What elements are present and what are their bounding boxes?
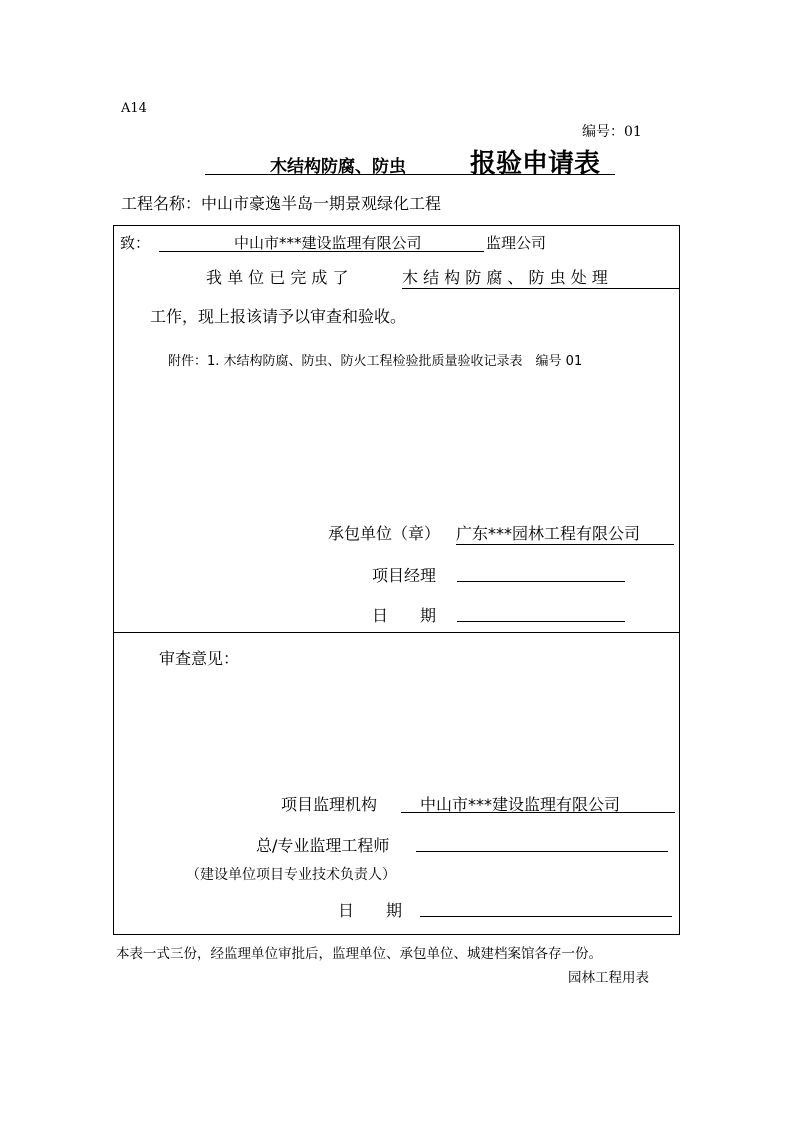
supervision-org-label: 项目监理机构 xyxy=(281,795,378,814)
manager-label: 项目经理 xyxy=(372,566,437,585)
form-box xyxy=(113,225,680,935)
form-number: 编号：01 xyxy=(582,124,642,140)
form-code: A14 xyxy=(121,101,147,116)
statement-prefix: 我 单 位 已 完 成 了 xyxy=(206,268,349,287)
addressee-label: 致： xyxy=(120,234,151,252)
engineer-signature-field[interactable] xyxy=(416,833,668,852)
section-divider xyxy=(114,632,679,633)
contractor-label: 承包单位（章） xyxy=(328,524,441,543)
review-date-field[interactable] xyxy=(420,898,672,917)
footer-note: 本表一式三份，经监理单位审批后，监理单位、承包单位、城建档案馆各存一份。 xyxy=(116,946,602,962)
form-title-subject: 木结构防腐、防虫 xyxy=(270,157,406,177)
application-date-field[interactable] xyxy=(457,603,625,622)
engineer-note: （建设单位项目专业技术负责人） xyxy=(186,867,396,883)
engineer-label: 总/专业监理工程师 xyxy=(256,836,390,855)
statement-work: 木 结 构 防 腐 、 防 虫 处 理 xyxy=(402,265,680,289)
supervision-org-name: 中山市***建设监理有限公司 xyxy=(420,795,621,814)
project-name-label: 工程名称： xyxy=(121,194,202,213)
contractor-name: 广东***园林工程有限公司 xyxy=(456,521,674,545)
review-date-label: 日 期 xyxy=(338,901,403,920)
form-title: 报验申请表 xyxy=(470,149,601,179)
review-opinion-label: 审查意见： xyxy=(159,649,240,668)
application-date-label: 日 期 xyxy=(372,606,437,625)
project-name-value: 中山市豪逸半岛一期景观绿化工程 xyxy=(201,194,442,213)
statement-continuation: 工作，现上报该请予以审查和验收。 xyxy=(150,307,407,326)
addressee-company: 中山市***建设监理有限公司 xyxy=(234,234,422,252)
footer-usage: 园林工程用表 xyxy=(568,970,649,986)
attachment-line: 附件：1. 木结构防腐、防虫、防火工程检验批质量验收记录表 编号 01 xyxy=(168,354,583,369)
project-name-row xyxy=(121,191,441,214)
addressee-suffix: 监理公司 xyxy=(486,234,547,252)
manager-signature-field[interactable] xyxy=(457,563,625,582)
